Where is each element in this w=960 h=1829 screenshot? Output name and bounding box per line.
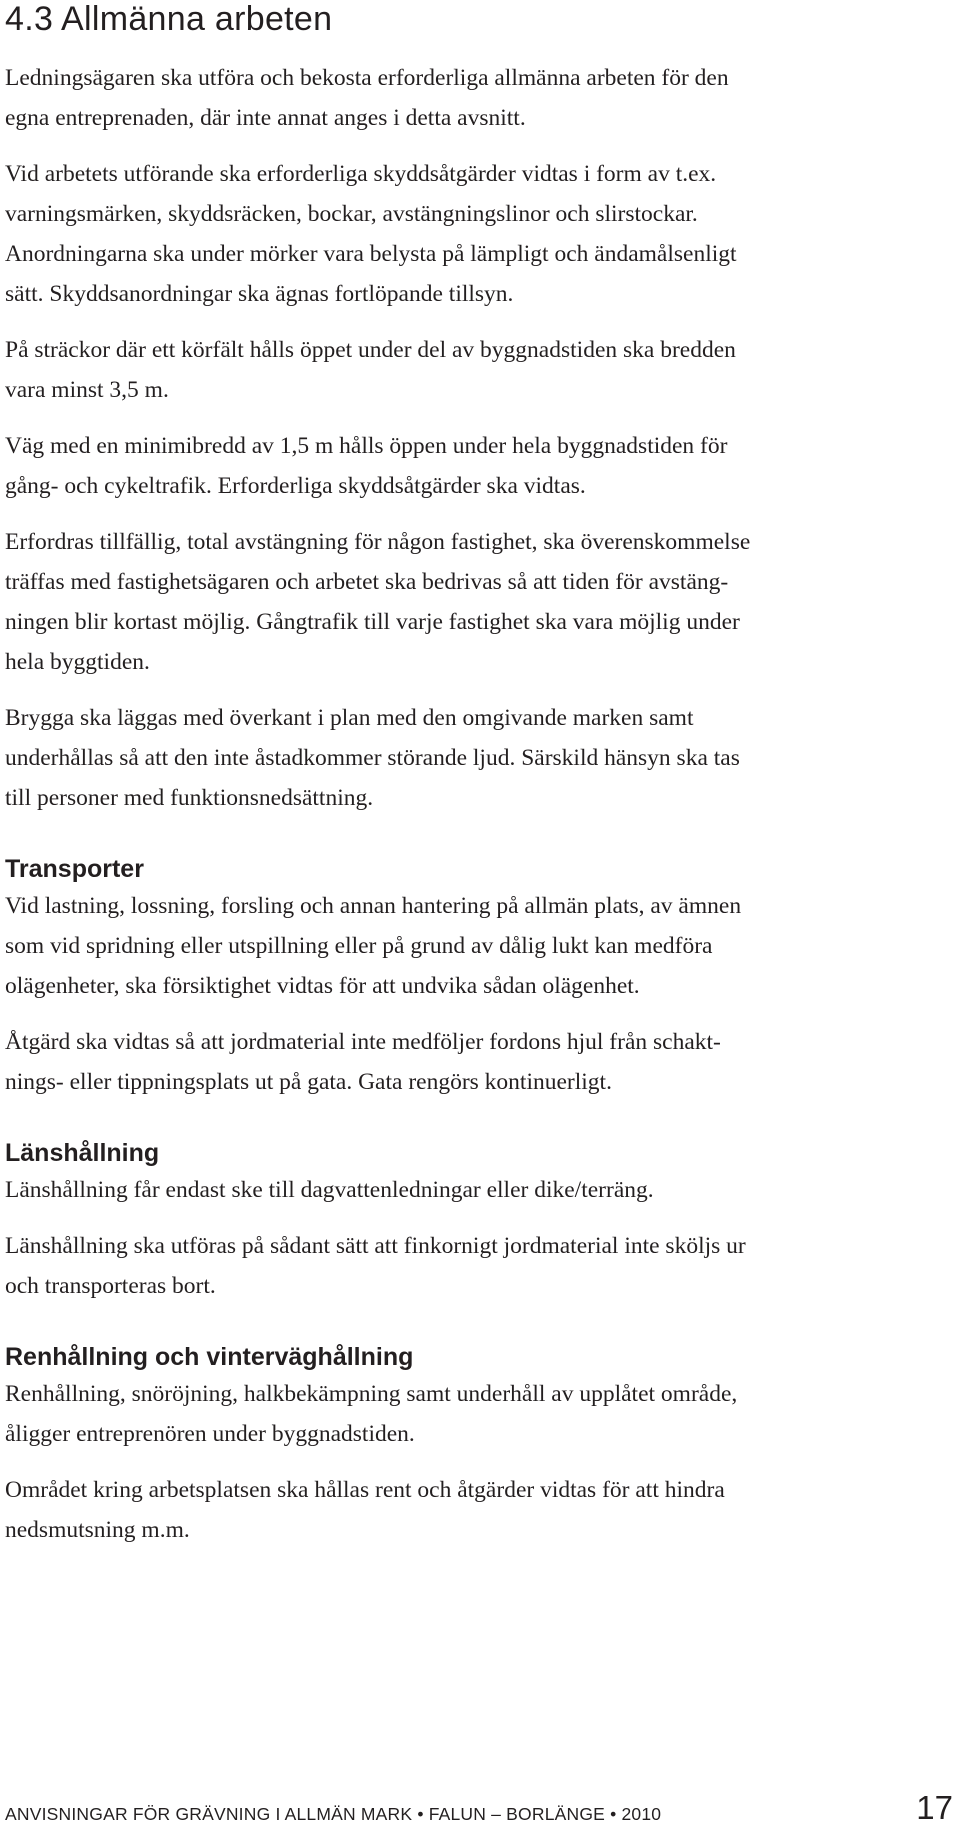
paragraph — [5, 154, 940, 314]
text-line: Länshållning får endast ske till dagvattenledningar eller dike/terräng. — [5, 1177, 654, 1203]
text-line: gång- och cykeltrafik. Erforderliga skyddsåtgärder ska vidtas. — [5, 473, 586, 499]
text-line: Vid lastning, lossning, forsling och annan hantering på allmän plats, av ämnen — [5, 893, 742, 919]
text-line: egna entreprenaden, där inte annat anges i detta avsnitt. — [5, 105, 526, 131]
text-line: hela byggtiden. — [5, 649, 150, 675]
paragraph — [5, 1374, 940, 1454]
subheading-lanshallning: Länshållning — [5, 1139, 160, 1167]
text-line: och transporteras bort. — [5, 1273, 216, 1299]
text-line: Brygga ska läggas med överkant i plan med den omgivande marken samt — [5, 705, 694, 731]
paragraph — [5, 886, 940, 1006]
paragraph — [5, 1470, 940, 1550]
page-footer — [5, 1789, 960, 1829]
text-line: Renhållning, snöröjning, halkbekämpning samt underhåll av upplåtet område, — [5, 1381, 738, 1407]
text-line: träffas med fastighetsägaren och arbetet ska bedrivas så att tiden för avstäng- — [5, 569, 729, 595]
paragraph — [5, 1170, 940, 1210]
subheading-renhallning: Renhållning och vinterväghållning — [5, 1343, 414, 1371]
text-line: På sträckor där ett körfält hålls öppet under del av byggnadstiden ska bredden — [5, 337, 736, 363]
text-line: nedsmutsning m.m. — [5, 1517, 190, 1543]
text-line: Länshållning ska utföras på sådant sätt att finkornigt jordmaterial inte sköljs ur — [5, 1233, 746, 1259]
text-line: sätt. Skyddsanordningar ska ägnas fortlöpande tillsyn. — [5, 281, 514, 307]
text-line: varningsmärken, skyddsräcken, bockar, avstängningslinor och slirstockar. — [5, 201, 698, 227]
document-page — [5, 0, 940, 1550]
subheading-transporter: Transporter — [5, 855, 144, 883]
text-line: vara minst 3,5 m. — [5, 377, 169, 403]
text-line: Ledningsägaren ska utföra och bekosta erforderliga allmänna arbeten för den — [5, 65, 729, 91]
paragraph — [5, 1022, 940, 1102]
text-line: Anordningarna ska under mörker vara belysta på lämpligt och ändamålsenligt — [5, 241, 737, 267]
text-line: som vid spridning eller utspillning eller på grund av dålig lukt kan medföra — [5, 933, 713, 959]
text-line: åligger entreprenören under byggnadstiden. — [5, 1421, 415, 1447]
text-line: olägenheter, ska försiktighet vidtas för att undvika sådan olägenhet. — [5, 973, 640, 999]
text-line: Vid arbetets utförande ska erforderliga skyddsåtgärder vidtas i form av t.ex. — [5, 161, 717, 187]
paragraph — [5, 522, 940, 682]
paragraph — [5, 58, 940, 138]
page-number: 17 — [916, 1789, 953, 1826]
text-line: Åtgärd ska vidtas så att jordmaterial inte medföljer fordons hjul från schakt- — [5, 1029, 721, 1055]
paragraph — [5, 330, 940, 410]
paragraph — [5, 1226, 940, 1306]
footer-text: ANVISNINGAR FÖR GRÄVNING I ALLMÄN MARK • FALUN – BORLÄNGE • 2010 — [5, 1804, 662, 1824]
text-line: till personer med funktionsnedsättning. — [5, 785, 374, 811]
text-line: Erfordras tillfällig, total avstängning för någon fastighet, ska överenskommelse — [5, 529, 751, 555]
paragraph — [5, 698, 940, 818]
text-line: ningen blir kortast möjlig. Gångtrafik till varje fastighet ska vara möjlig under — [5, 609, 740, 635]
section-title: 4.3 Allmänna arbeten — [5, 0, 333, 38]
paragraph — [5, 426, 940, 506]
text-line: underhållas så att den inte åstadkommer störande ljud. Särskild hänsyn ska tas — [5, 745, 740, 771]
text-line: nings- eller tippningsplats ut på gata. Gata rengörs kontinuerligt. — [5, 1069, 612, 1095]
text-line: Området kring arbetsplatsen ska hållas rent och åtgärder vidtas för att hindra — [5, 1477, 725, 1503]
text-line: Väg med en minimibredd av 1,5 m hålls öppen under hela byggnadstiden för — [5, 433, 728, 459]
